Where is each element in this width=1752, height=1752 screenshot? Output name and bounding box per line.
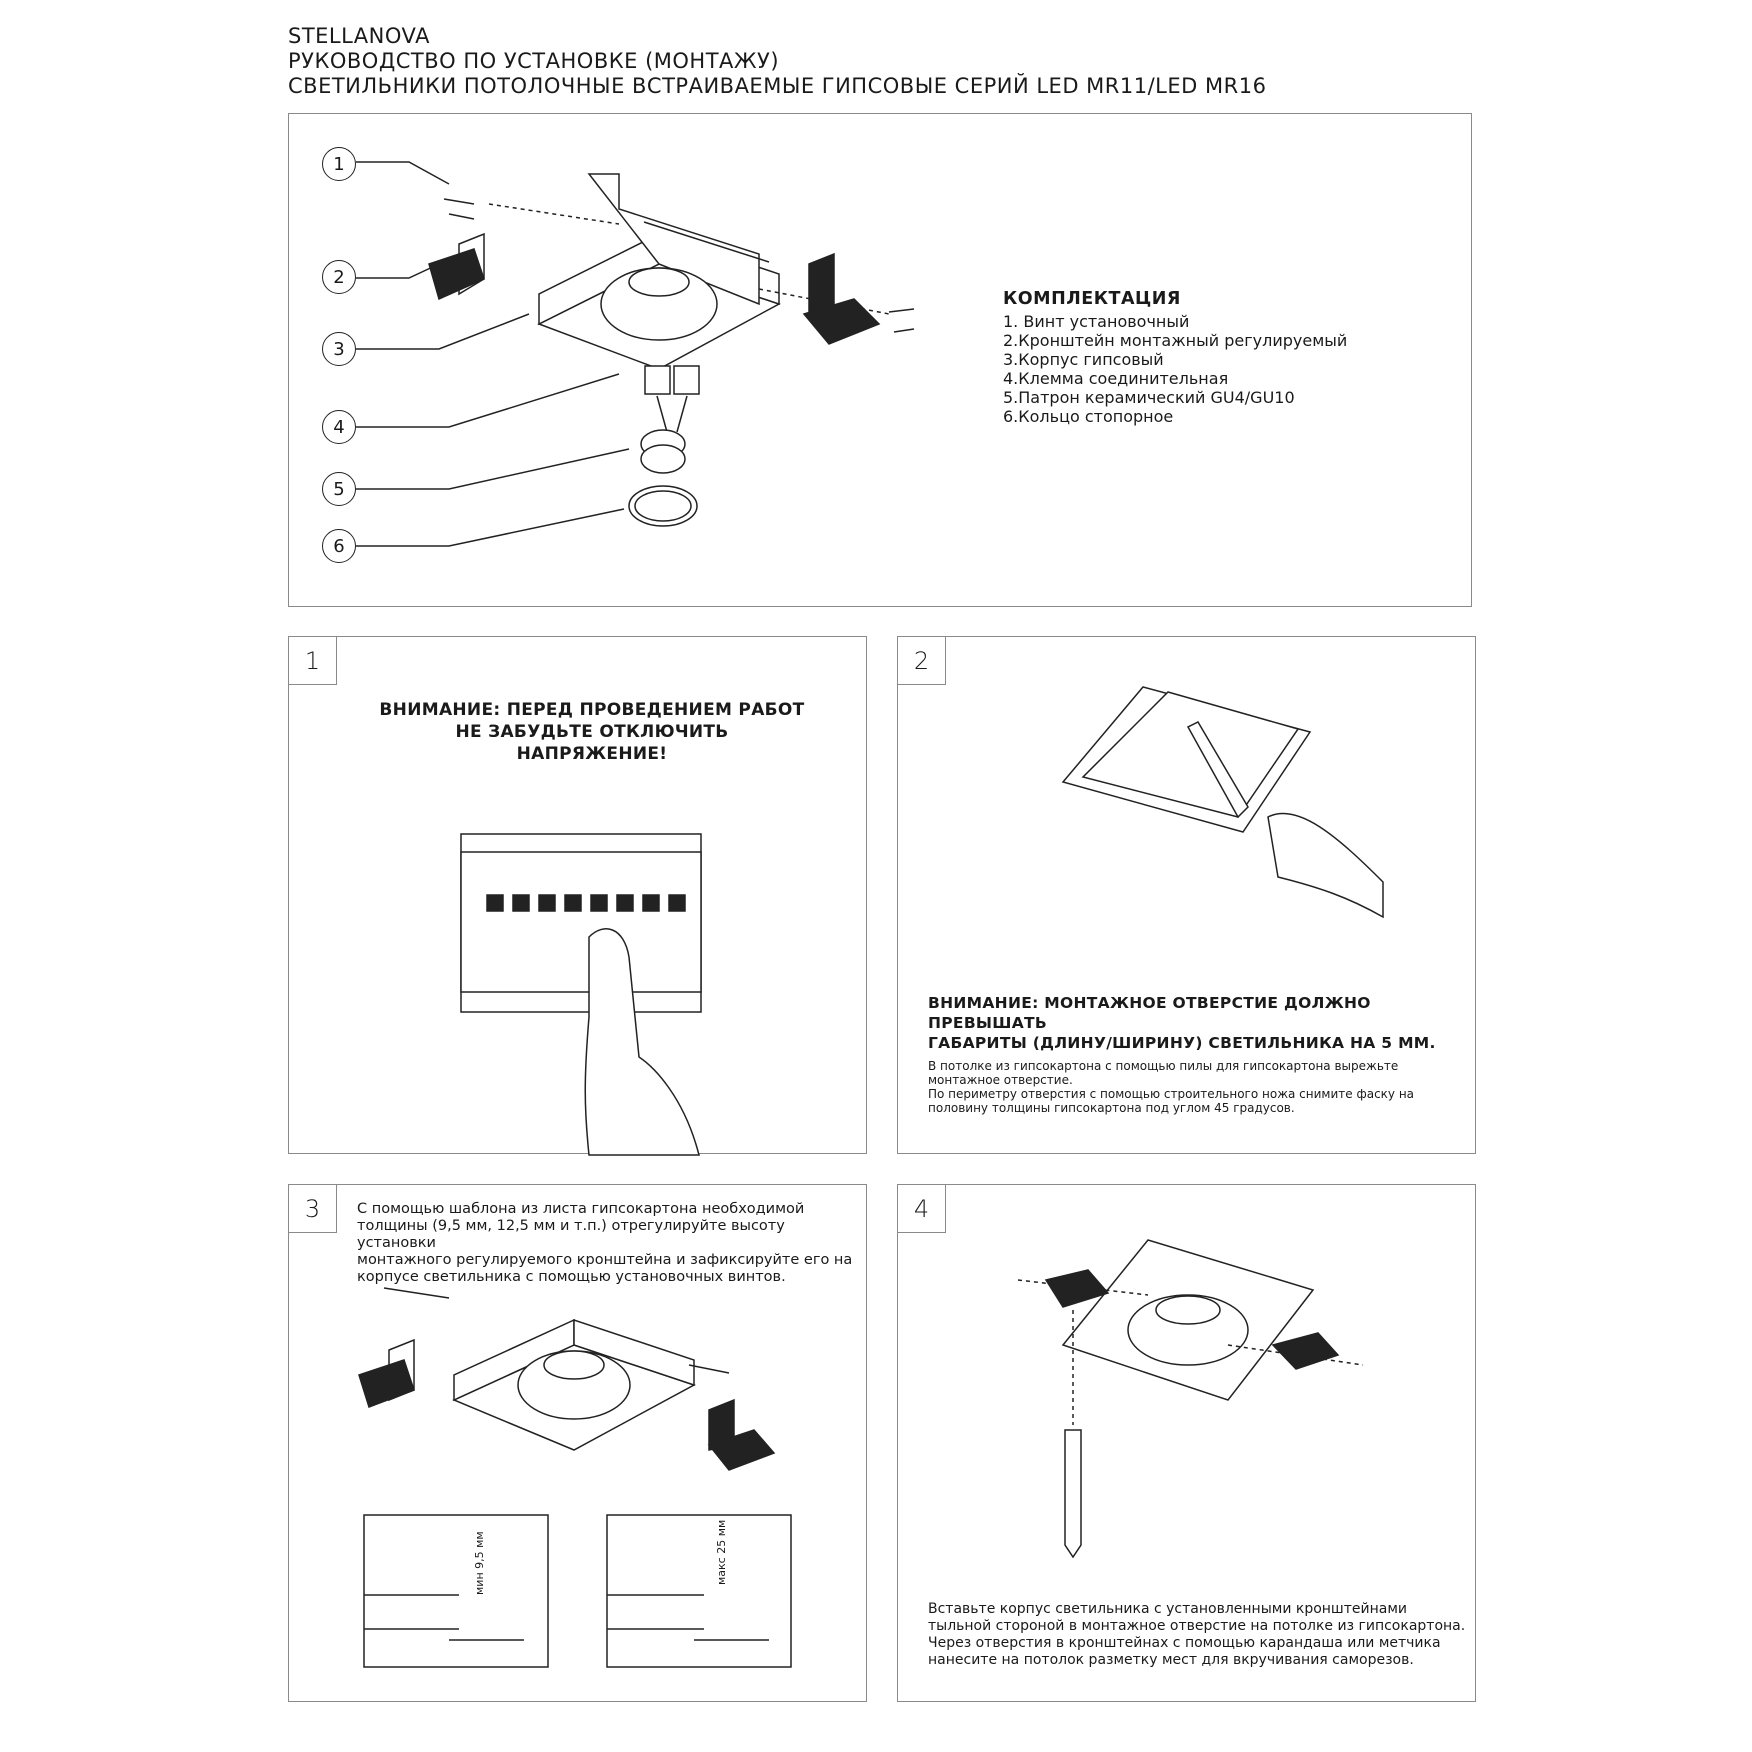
step-3-panel [288,1184,867,1702]
kit-item: 6.Кольцо стопорное [1003,407,1174,426]
bracket-adjust-illustration [289,1185,868,1703]
kit-panel [288,113,1472,607]
step-2-description [928,1059,1414,1115]
text-line: Вставьте корпус светильника с установленными кронштейнами [928,1601,1408,1617]
warning-line: ВНИМАНИЕ: МОНТАЖНОЕ ОТВЕРСТИЕ ДОЛЖНО ПРЕВЫШАТЬ [928,994,1371,1032]
text-line: толщины (9,5 мм, 12,5 мм и т.п.) отрегулируйте высоту установки [357,1218,785,1251]
callout-4: 4 [322,410,356,444]
kit-item: 1. Винт установочный [1003,312,1190,331]
text-line: нанесите на потолок разметку мест для вкручивания саморезов. [928,1652,1414,1668]
callout-5: 5 [322,472,356,506]
text-line: монтажное отверстие. [928,1073,1073,1087]
callout-6: 6 [322,529,356,563]
text-line: Через отверстия в кронштейнах с помощью карандаша или метчика [928,1635,1441,1651]
kit-item: 5.Патрон керамический GU4/GU10 [1003,388,1295,407]
step-number: 1 [289,637,337,685]
step-number: 2 [898,637,946,685]
step-2-panel [897,636,1476,1154]
kit-list [1003,290,1347,426]
text-line: половину толщины гипсокартона под углом 45 градусов. [928,1101,1295,1115]
page-header [288,24,1266,99]
text-line: тыльной стороной в монтажное отверстие на потолке из гипсокартона. [928,1618,1466,1634]
warning-line: ВНИМАНИЕ: ПЕРЕД ПРОВЕДЕНИЕМ РАБОТ [379,700,805,720]
callout-1: 1 [322,147,356,181]
step-1-panel [288,636,867,1154]
circuit-breaker-illustration [289,637,868,1155]
step-4-description [928,1601,1465,1669]
kit-title: КОМПЛЕКТАЦИЯ [1003,289,1181,309]
callout-2: 2 [322,260,356,294]
text-line: В потолке из гипсокартона с помощью пилы для гипсокартона вырежьте [928,1059,1399,1073]
text-line: корпусе светильника с помощью установочных винтов. [357,1269,786,1285]
kit-item: 4.Клемма соединительная [1003,369,1229,388]
brand-name: STELLANOVA [288,24,430,48]
step-number: 3 [289,1185,337,1233]
page-subtitle: СВЕТИЛЬНИКИ ПОТОЛОЧНЫЕ ВСТРАИВАЕМЫЕ ГИПСОВЫЕ СЕРИЙ LED MR11/LED MR16 [288,74,1267,98]
max-height-label: макс 25 мм [715,1519,728,1585]
step-4-panel [897,1184,1476,1702]
min-height-label: мин 9,5 мм [473,1531,486,1595]
warning-line: НЕ ЗАБУДЬТЕ ОТКЛЮЧИТЬ НАПРЯЖЕНИЕ! [455,722,729,764]
step-number: 4 [898,1185,946,1233]
kit-item: 2.Кронштейн монтажный регулируемый [1003,331,1348,350]
callout-3: 3 [322,332,356,366]
text-line: По периметру отверстия с помощью строительного ножа снимите фаску на [928,1087,1415,1101]
kit-item: 3.Корпус гипсовый [1003,350,1164,369]
warning-line: ГАБАРИТЫ (ДЛИНУ/ШИРИНУ) СВЕТИЛЬНИКА НА 5 ММ. [928,1034,1436,1052]
step-2-warning [928,993,1475,1053]
text-line: монтажного регулируемого кронштейна и зафиксируйте его на [357,1252,853,1268]
text-line: С помощью шаблона из листа гипсокартона необходимой [357,1201,805,1217]
page-title: РУКОВОДСТВО ПО УСТАНОВКЕ (МОНТАЖУ) [288,49,780,73]
